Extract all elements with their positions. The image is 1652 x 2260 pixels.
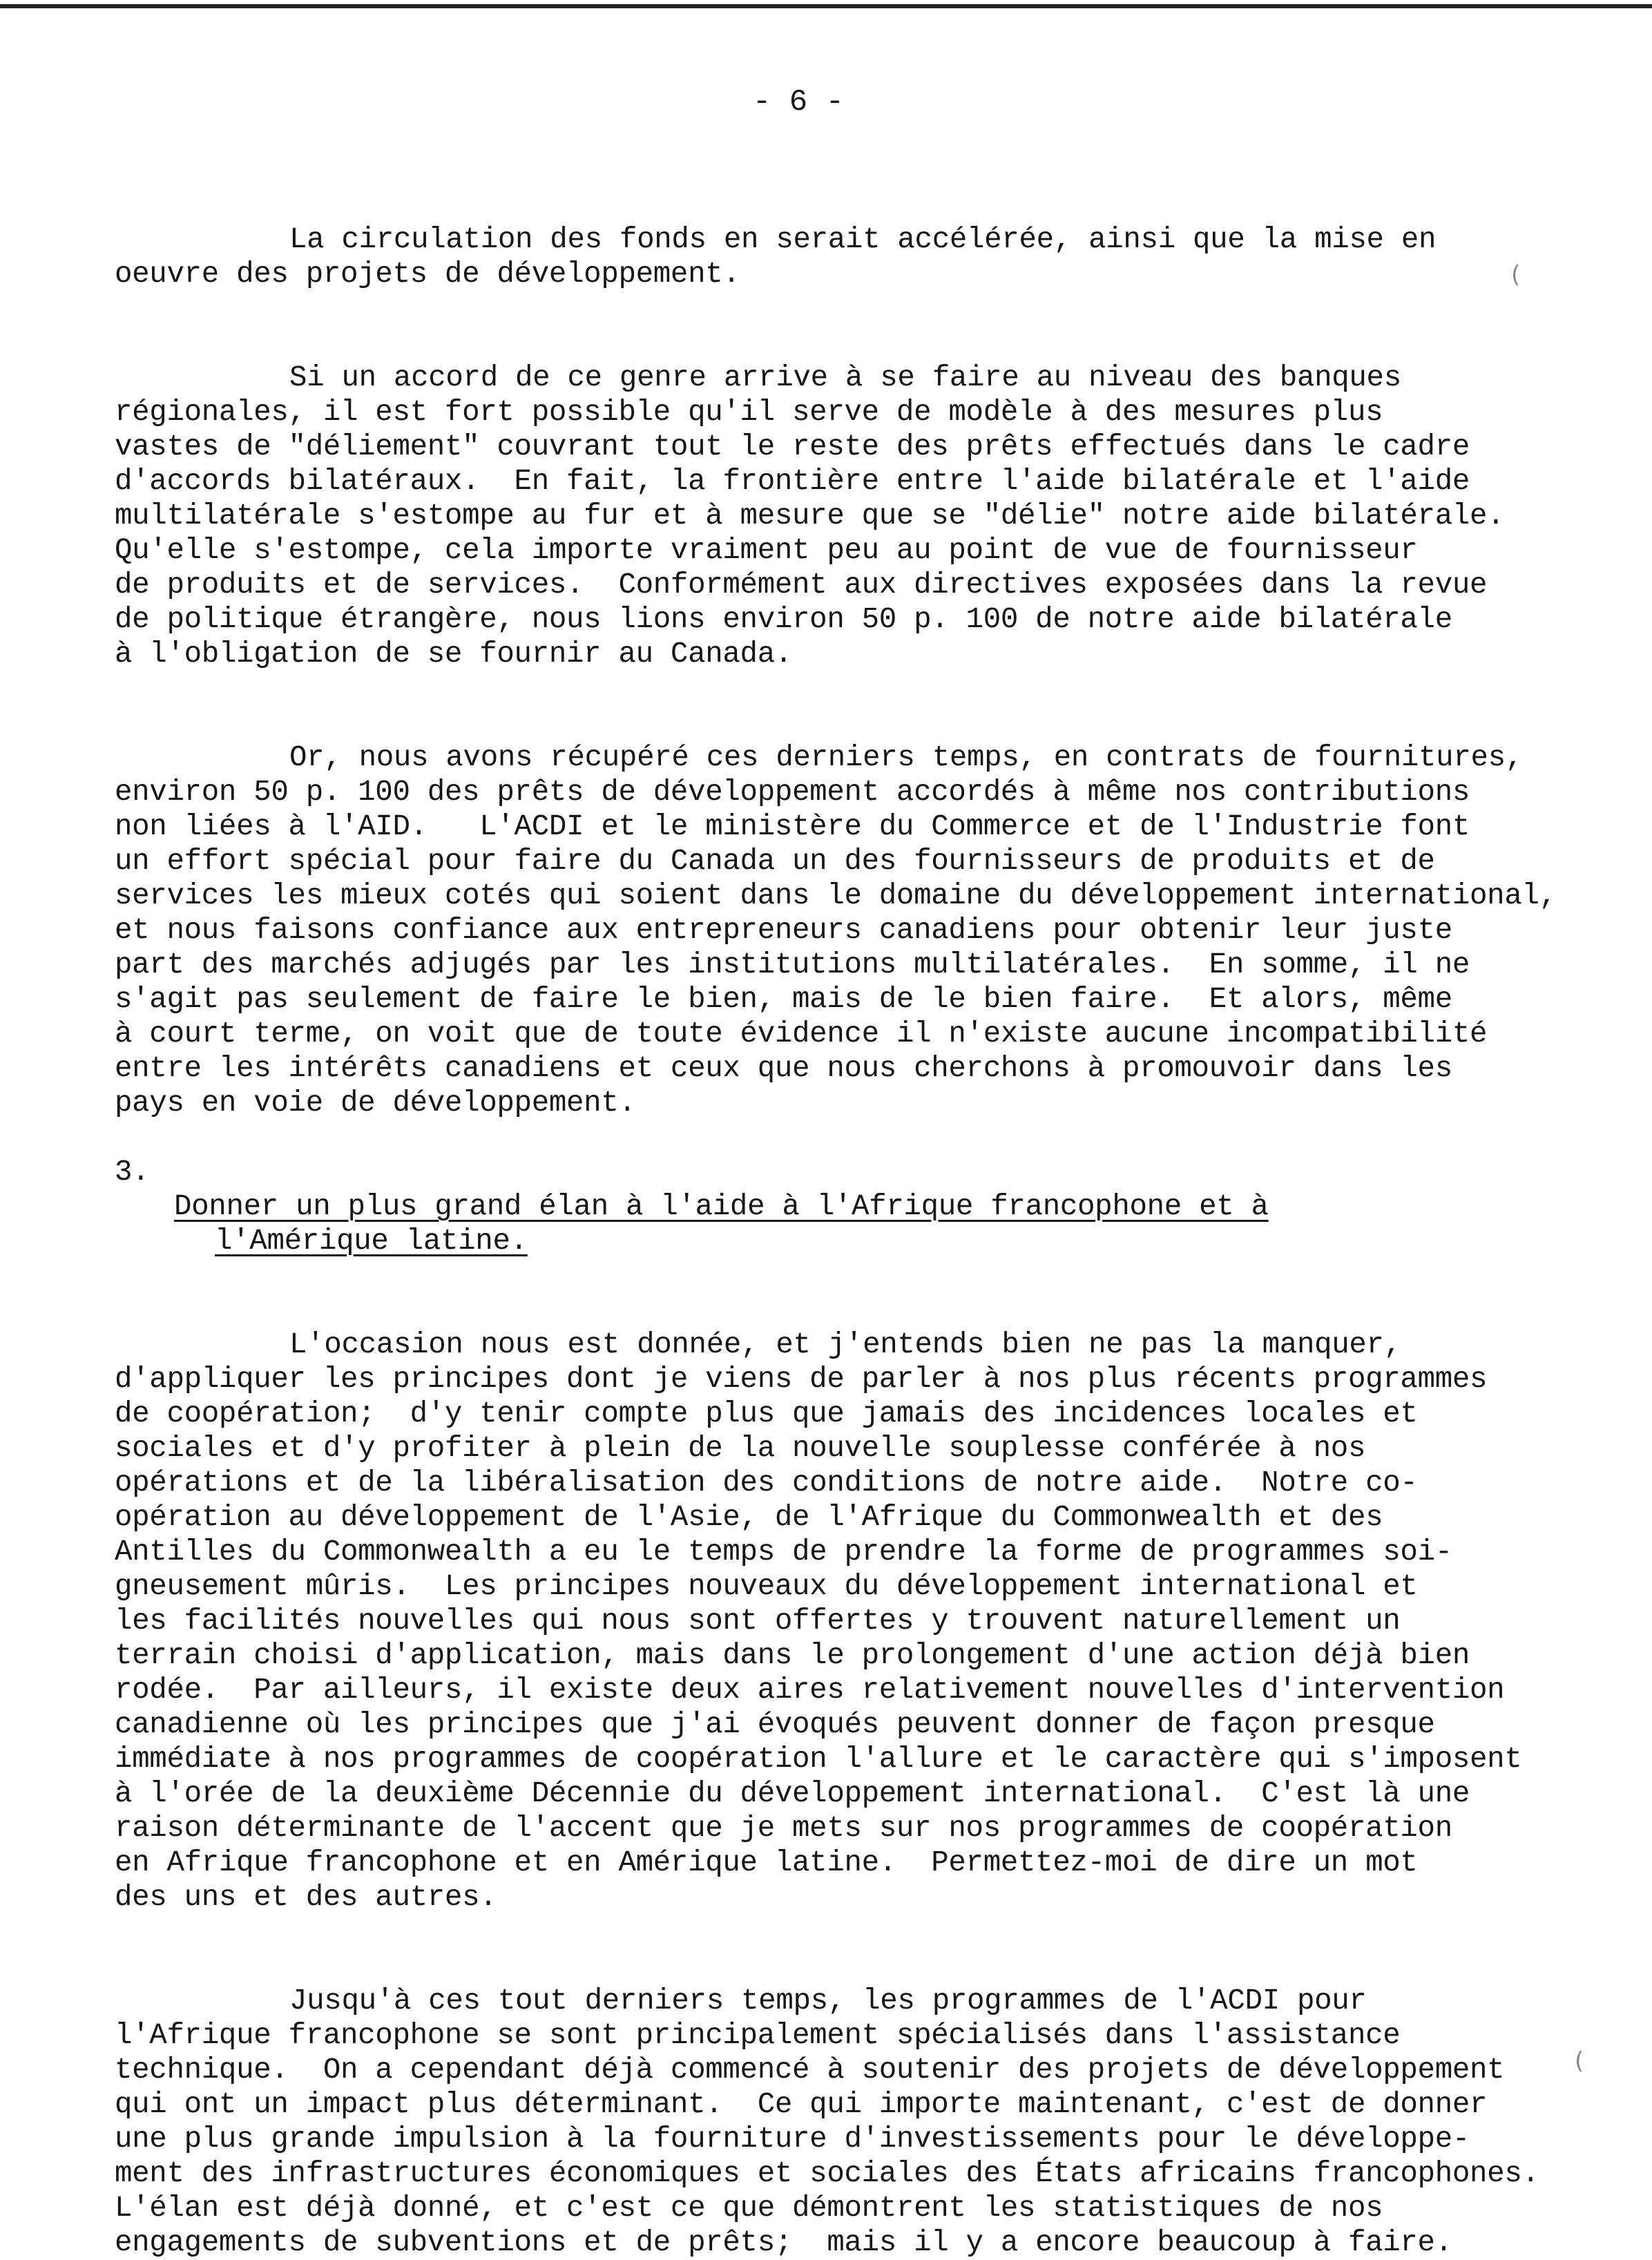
text-line: Or, nous avons récupéré ces derniers temps, en contrats de fournitures,: [289, 741, 1523, 774]
text-line: les facilités nouvelles qui nous sont offertes y trouvent naturellement un: [115, 1605, 1401, 1638]
text-line: ment des infrastructures économiques et sociales des États africains francophones.: [115, 2157, 1539, 2190]
text-line: oeuvre des projets de développement.: [115, 258, 740, 291]
section-title-line: l'Amérique latine.: [215, 1225, 528, 1258]
text-line: L'élan est déjà donné, et c'est ce que démontrent les statistiques de nos: [115, 2192, 1383, 2225]
top-rule: [0, 4, 1652, 8]
text-line: Qu'elle s'estompe, cela importe vraiment peu au point de vue de fournisseur: [115, 534, 1418, 567]
text-line: part des marchés adjugés par les institutions multilatérales. En somme, il ne: [115, 948, 1470, 981]
text-line: entre les intérêts canadiens et ceux que nous cherchons à promouvoir dans les: [115, 1052, 1452, 1085]
section-title-line: Donner un plus grand élan à l'aide à l'Afrique francophone et à: [174, 1190, 1269, 1223]
margin-mark: (: [1511, 261, 1521, 289]
text-line: de coopération; d'y tenir compte plus que jamais des incidences locales et: [115, 1397, 1418, 1430]
paragraph: [115, 1293, 1572, 1915]
text-line: et nous faisons confiance aux entrepreneurs canadiens pour obtenir leur juste: [115, 914, 1452, 947]
text-line: Si un accord de ce genre arrive à se faire au niveau des banques: [289, 361, 1401, 394]
text-line: qui ont un impact plus déterminant. Ce qui importe maintenant, c'est de donner: [115, 2088, 1488, 2121]
text-line: à court terme, on voit que de toute évidence il n'existe aucune incompatibilité: [115, 1017, 1488, 1051]
text-line: sociales et d'y profiter à plein de la nouvelle souplesse conférée à nos: [115, 1432, 1366, 1465]
text-line: à l'orée de la deuxième Décennie du développement international. C'est là une: [115, 1777, 1470, 1810]
page-number: - 6 -: [752, 85, 845, 119]
text-line: immédiate à nos programmes de coopération l'allure et le caractère qui s'imposent: [115, 1743, 1522, 1776]
text-line: s'agit pas seulement de faire le bien, mais de le bien faire. Et alors, même: [115, 983, 1452, 1016]
text-line: non liées à l'AID. L'ACDI et le ministère du Commerce et de l'Industrie font: [115, 810, 1470, 843]
text-line: de produits et de services. Conformément aux directives exposées dans la revue: [115, 568, 1488, 602]
text-line: régionales, il est fort possible qu'il serve de modèle à des mesures plus: [115, 396, 1383, 429]
document-body: [115, 188, 1572, 2260]
text-line: l'Afrique francophone se sont principalement spécialisés dans l'assistance: [115, 2019, 1401, 2052]
text-line: Antilles du Commonwealth a eu le temps de prendre la forme de programmes soi-: [115, 1535, 1452, 1569]
text-line: à l'obligation de se fournir au Canada.: [115, 638, 793, 671]
text-line: Jusqu'à ces tout derniers temps, les programmes de l'ACDI pour: [289, 1984, 1367, 2018]
text-line: opération au développement de l'Asie, de l'Afrique du Commonwealth et des: [115, 1501, 1383, 1534]
text-line: terrain choisi d'application, mais dans le prolongement d'une action déjà bien: [115, 1639, 1470, 1672]
paragraph: [115, 1949, 1572, 2260]
text-line: services les mieux cotés qui soient dans le domaine du développement international,: [115, 879, 1557, 912]
text-line: d'appliquer les principes dont je viens de parler à nos plus récents programmes: [115, 1363, 1488, 1396]
text-line: raison déterminante de l'accent que je mets sur nos programmes de coopération: [115, 1812, 1452, 1845]
text-line: gneusement mûris. Les principes nouveaux du développement international et: [115, 1570, 1418, 1603]
text-line: opérations et de la libéralisation des conditions de notre aide. Notre co-: [115, 1466, 1418, 1500]
text-line: d'accords bilatéraux. En fait, la frontière entre l'aide bilatérale et l'aide: [115, 465, 1470, 498]
text-line: rodée. Par ailleurs, il existe deux aires relativement nouvelles d'intervention: [115, 1674, 1505, 1707]
text-line: un effort spécial pour faire du Canada un des fournisseurs de produits et de: [115, 845, 1435, 878]
paragraph: [115, 706, 1572, 1120]
text-line: environ 50 p. 100 des prêts de développement accordés à même nos contributions: [115, 776, 1470, 809]
text-line: une plus grande impulsion à la fourniture d'investissements pour le développe-: [115, 2123, 1470, 2156]
text-line: de politique étrangère, nous lions environ 50 p. 100 de notre aide bilatérale: [115, 603, 1452, 636]
section-number: 3.: [115, 1156, 150, 1189]
text-line: canadienne où les principes que j'ai évoqués peuvent donner de façon presque: [115, 1708, 1435, 1741]
text-line: technique. On a cependant déjà commencé à soutenir des projets de développement: [115, 2053, 1505, 2087]
text-line: pays en voie de développement.: [115, 1086, 636, 1120]
text-line: en Afrique francophone et en Amérique latine. Permettez-moi de dire un mot: [115, 1846, 1418, 1879]
text-line: multilatérale s'estompe au fur et à mesure que se "délie" notre aide bilatérale.: [115, 499, 1505, 533]
paragraph: [115, 326, 1572, 671]
text-line: L'occasion nous est donnée, et j'entends bien ne pas la manquer,: [289, 1328, 1401, 1361]
text-line: vastes de "déliement" couvrant tout le reste des prêts effectués dans le cadre: [115, 430, 1470, 463]
section-heading: [115, 1155, 1572, 1258]
margin-mark: (: [1575, 2047, 1584, 2075]
text-line: La circulation des fonds en serait accélérée, ainsi que la mise en: [289, 223, 1437, 256]
text-line: engagements de subventions et de prêts; mais il y a encore beaucoup à faire.: [115, 2226, 1452, 2259]
paragraph: [115, 188, 1572, 291]
text-line: des uns et des autres.: [115, 1881, 497, 1914]
